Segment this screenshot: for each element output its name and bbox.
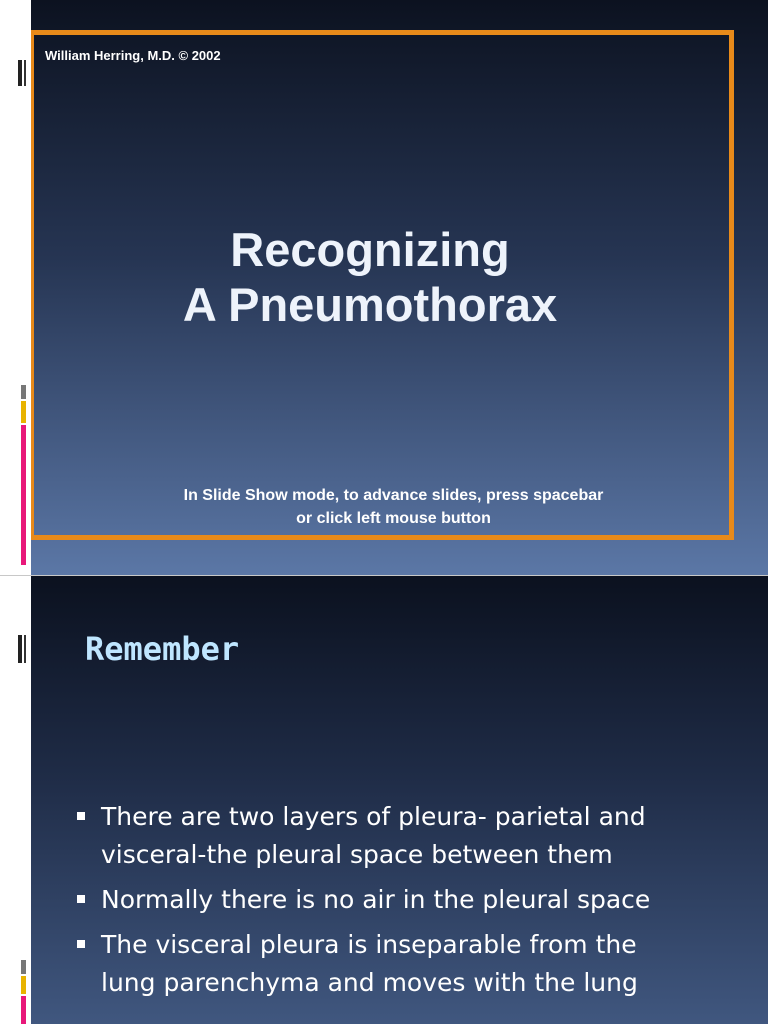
bullet-line: visceral-the pleural space between them bbox=[101, 840, 613, 869]
margin-accent-grey-1 bbox=[21, 385, 26, 399]
title-line-1: Recognizing bbox=[230, 223, 510, 276]
title-line-2: A Pneumothorax bbox=[182, 278, 558, 331]
bullet-line: lung parenchyma and moves with the lung bbox=[101, 968, 638, 997]
margin-accent-pink-2 bbox=[21, 996, 26, 1024]
bullet-item bbox=[75, 926, 745, 1002]
bullet-item bbox=[75, 798, 745, 874]
margin-mark-top-thin bbox=[24, 60, 26, 86]
margin-accent-gold-1 bbox=[21, 401, 26, 423]
margin-accent-grey-2 bbox=[21, 960, 26, 974]
square-bullet-icon bbox=[77, 812, 85, 820]
margin-accent-pink-1 bbox=[21, 425, 26, 565]
bullet-line: Normally there is no air in the pleural space bbox=[101, 885, 651, 914]
square-bullet-icon bbox=[77, 940, 85, 948]
bullet-item bbox=[75, 881, 745, 919]
hint-line-2: or click left mouse button bbox=[296, 510, 491, 527]
slide-title bbox=[31, 222, 709, 332]
remember-slide[interactable] bbox=[31, 576, 768, 1024]
hint-line-1: In Slide Show mode, to advance slides, press spacebar bbox=[183, 487, 604, 504]
author-credit: William Herring, M.D. © 2002 bbox=[45, 48, 221, 63]
navigation-hint bbox=[31, 484, 756, 530]
bullet-line: The visceral pleura is inseparable from the bbox=[101, 930, 637, 959]
margin-mark-mid bbox=[18, 635, 22, 663]
bullet-list bbox=[75, 798, 745, 1009]
square-bullet-icon bbox=[77, 895, 85, 903]
title-slide[interactable] bbox=[31, 0, 768, 575]
margin-mark-mid-thin bbox=[24, 635, 26, 663]
margin-mark-top bbox=[18, 60, 22, 86]
margin-accent-gold-2 bbox=[21, 976, 26, 994]
bullet-line: There are two layers of pleura- parietal and bbox=[101, 802, 646, 831]
slide-heading: Remember bbox=[85, 630, 240, 668]
